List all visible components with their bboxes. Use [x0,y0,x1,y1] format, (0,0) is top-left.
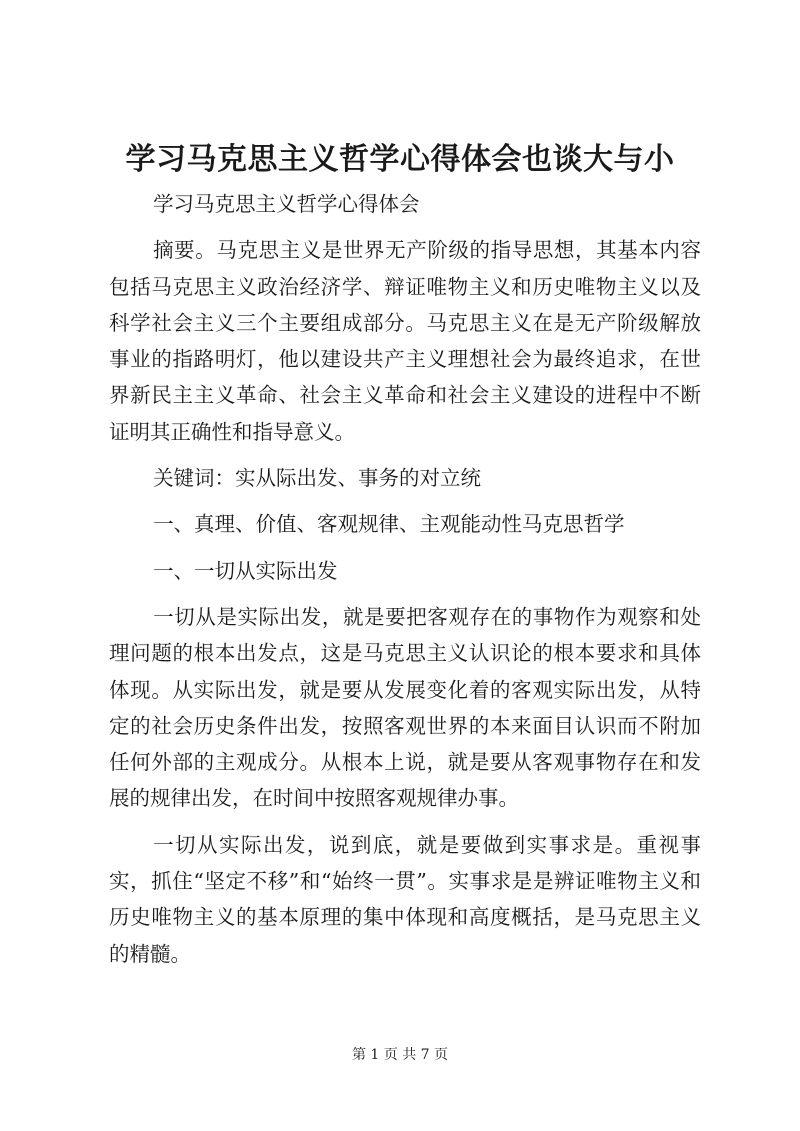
keywords-paragraph: 关键词：实从际出发、事务的对立统 [153,466,482,491]
abstract-paragraph: 摘要。马克思主义是世界无产阶级的指导思想，其基本内容包括马克思主义政治经济学、辩证唯物主义和历史唯物主义以及科学社会主义三个主要组成部分。马克思主义在是无产阶级解放事业的指路明灯，他以建设共产主义理想社会为最终追求，在世界新民主主义革命、社会主义革命和社会主义建设的进程中不断证明其正确性和指导意义。 [109,238,701,444]
body-paragraph: 一切从是实际出发，就是要把客观存在的事物作为观察和处理问题的根本出发点，这是马克思主义认识论的根本要求和具体体现。从实际出发，就是要从发展变化着的客观实际出发，从特定的社会历史条件出发，按照客观世界的本来面目认识而不附加任何外部的主观成分。从根本上说，就是要从客观事物存在和发展的规律出发，在时间中按照客观规律办事。 [109,604,701,811]
document-title: 学习马克思主义哲学心得体会也谈大与小 [125,142,675,177]
body-paragraph: 一切从实际出发，说到底，就是要做到实事求是。重视事实，抓住“坚定不移”和“始终一贯”。实事求是是辨证唯物主义和历史唯物主义的基本原理的集中体现和高度概括，是马克思主义的精髓。 [109,832,701,966]
page-number-footer: 第 1 页 共 7 页 [351,1047,449,1063]
subtitle-paragraph: 学习马克思主义哲学心得体会 [153,192,420,216]
topics-paragraph: 一、真理、价值、客观规律、主观能动性马克思哲学 [153,512,625,537]
document-body [109,186,701,972]
section-heading: 一、一切从实际出发 [153,558,338,583]
